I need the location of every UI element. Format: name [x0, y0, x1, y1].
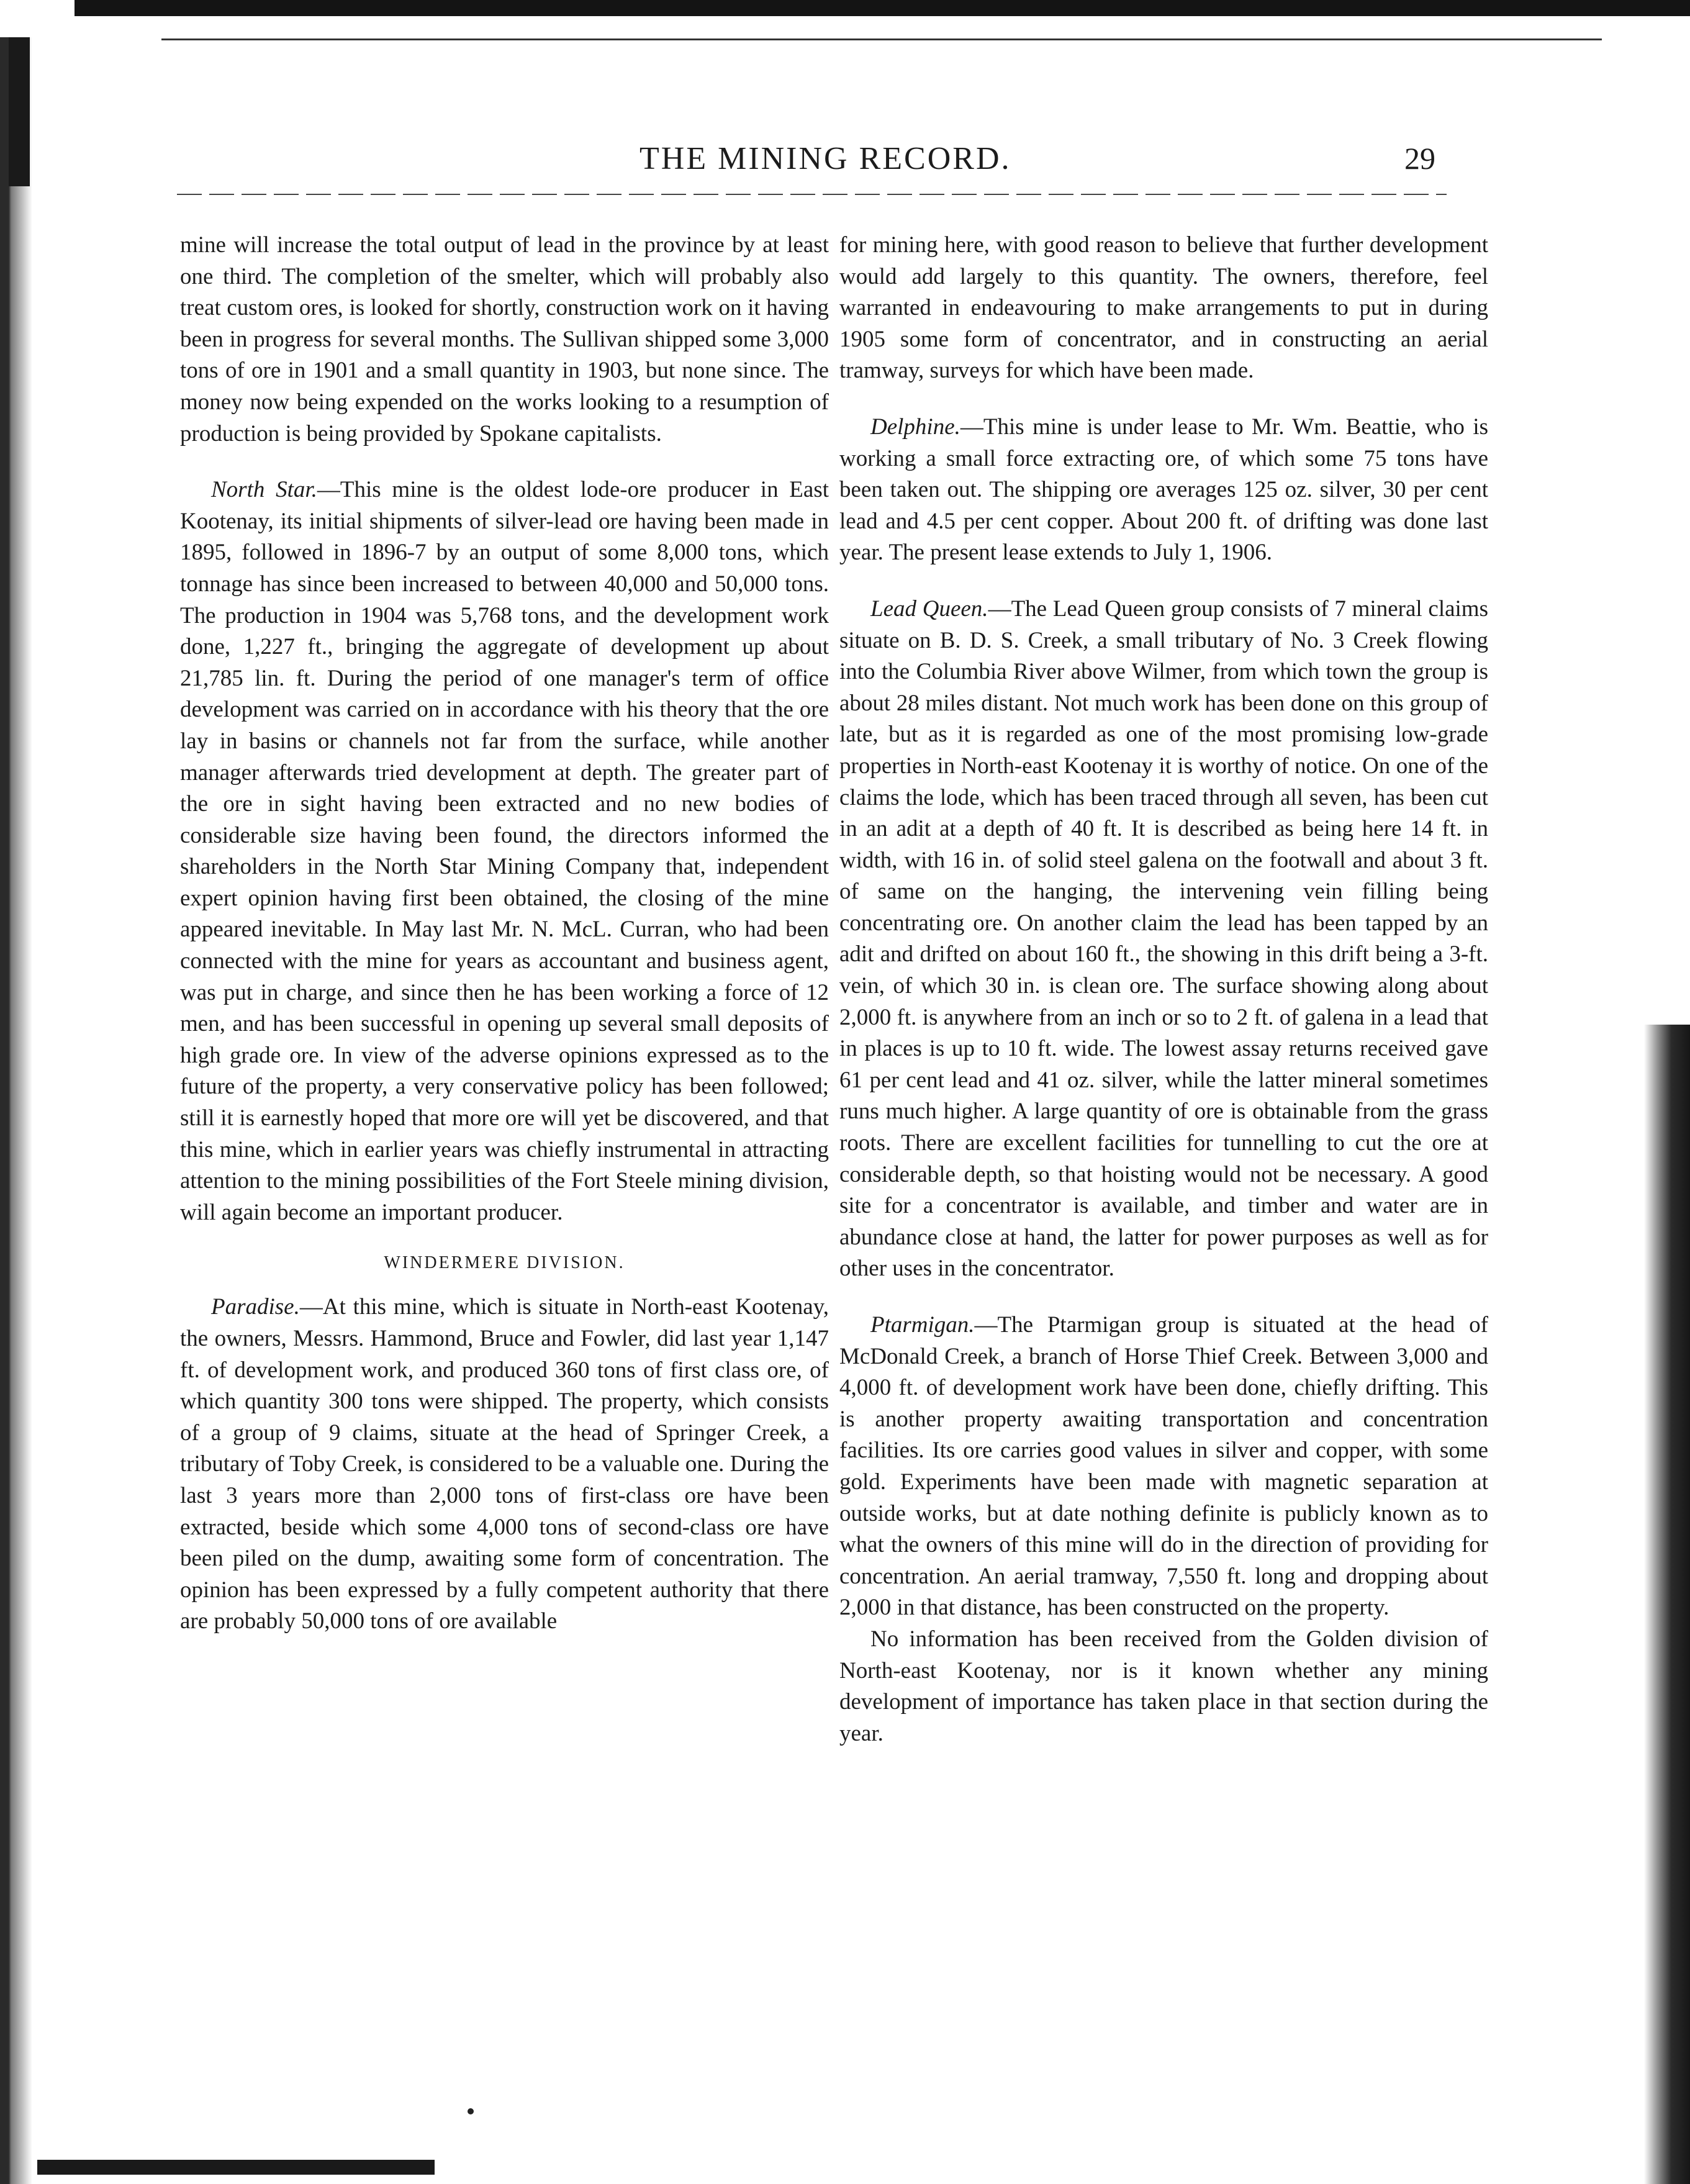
north-star-text: —This mine is the oldest lode-ore producer in East Kootenay, its initial shipments of silver-lead ore having been made in 1895, followed in 1896-7 by an output of some 8,000 tons, which tonnage has since been increased to between 40,000 and 50,000 tons. The production in 1904 was 5,768 tons, and the development work done, 1,227 ft., bringing the aggregate of development up about 21,785 lin. ft. During the period of one manager's term of office development was carried on in accordance with his theory that the ore lay in basins or channels not far from the surface, while another manager afterwards tried development at depth. The greater part of the ore in sight having been extracted and no new bodies of considerable size having been found, the directors informed the shareholders in the North Star Mining Company that, independent expert opinion having first been obtained, the closing of the mine appeared inevitable. In May last Mr. N. McL. Curran, who had been connected with the mine for years as accountant and business agent, was put in charge, and since then he has been working a force of 12 men, and has been successful in opening up several small deposits of high grade ore. In view of the adverse opinions expressed as to the future of the property, a very conservative policy has been followed; still it is earnestly hoped that more ore will yet be discovered, and that this mine, which in earlier years was chiefly instrumental in attracting attention to the mining possibilities of the Fort Steele mining division, will again become an important producer.: [180, 477, 829, 1225]
paragraph-sullivan-continued: mine will increase the total output of lead in the province by at least one third. The completion of the smelter, which will probably also treat custom ores, is looked for shortly, construction work on it having been in progress for several months. The Sullivan shipped some 3,000 tons of ore in 1901 and a small quantity in 1903, but none since. The money now being expended on the works looking to a resumption of production is being provided by Spokane capitalists.: [180, 232, 829, 446]
header-rule: [177, 194, 1447, 195]
paradise-lead: Paradise.: [211, 1294, 300, 1320]
journal-title: THE MINING RECORD.: [639, 141, 1011, 176]
paragraph-north-star: [180, 474, 829, 1228]
delphine-text: —This mine is under lease to Mr. Wm. Beattie, who is working a small force extracting ore, of which some 75 tons have been taken out. The shipping ore averages 125 oz. silver, 30 per cent lead and 4.5 per cent copper. About 200 ft. of drifting was done last year. The present lease extends to July 1, 1906.: [839, 414, 1488, 566]
ptarmigan-lead: Ptarmigan.: [870, 1312, 975, 1338]
paragraph-paradise: [180, 1292, 829, 1638]
paragraph-delphine: [839, 412, 1488, 569]
scan-top-line: [161, 39, 1602, 40]
page-number: 29: [1404, 141, 1435, 176]
right-column: [839, 230, 1488, 1749]
north-star-lead: North Star.: [211, 477, 317, 503]
scan-bottom-border: [37, 2160, 435, 2175]
paragraph-lead-queen: [839, 594, 1488, 1285]
scan-right-edge: [1644, 1025, 1690, 2184]
running-head: [0, 135, 1690, 185]
lead-queen-text: —The Lead Queen group consists of 7 mineral claims situate on B. D. S. Creek, a small tributary of No. 3 Creek flowing into the Columbia River above Wilmer, from which town the group is about 28 miles distant. Not much work has been done on this group of late, but as it is regarded as one of the most promising low-grade properties in North-east Kootenay it is worthy of notice. On one of the claims the lode, which has been traced through all seven, has been cut in an adit at a depth of 40 ft. It is described as being here 14 ft. in width, with 16 in. of solid steel galena on the footwall and about 3 ft. of same on the hanging, the intervening vein filling being concentrating ore. On another claim the lead has been tapped by an adit and drifted on about 160 ft., the showing in this drift being a 3-ft. vein, of which 30 in. is clean ore. The surface showing along about 2,000 ft. is anywhere from an inch or so to 2 ft. of galena in a lead that in places is up to 10 ft. wide. The lowest assay returns received gave 61 per cent lead and 41 oz. silver, while the latter mineral sometimes runs much higher. A large quantity of ore is obtainable from the grass roots. There are excellent facilities for tunnelling to cut the ore at considerable depth, so that hoisting would not be necessary. A good site for a concentrator is available, and timber and water are in abundance close at hand, the latter for power purposes as well as for other uses in the concentrator.: [839, 596, 1488, 1282]
delphine-lead: Delphine.: [870, 414, 960, 440]
paragraph-ptarmigan: [839, 1310, 1488, 1624]
page-dot: [468, 2108, 474, 2114]
paragraph-paradise-continued: for mining here, with good reason to believe that further development would add largely to this quantity. The owners, therefore, feel warranted in endeavouring to make arrangements to put in during 1905 some form of concentrator, and in constructing an aerial tramway, surveys for which have been made.: [839, 232, 1488, 384]
left-column: [180, 230, 829, 1638]
lead-queen-lead: Lead Queen.: [870, 596, 988, 622]
paradise-text: —At this mine, which is situate in North-east Kootenay, the owners, Messrs. Hammond, Bruce and Fowler, did last year 1,147 ft. of development work, and produced 360 tons of first class ore, of which quantity 300 tons were shipped. The property, which consists of a group of 9 claims, situate at the head of Springer Creek, a tributary of Toby Creek, is considered to be a valuable one. During the last 3 years more than 2,000 tons of first-class ore have been extracted, beside which some 4,000 tons of second-class ore have been piled on the dump, awaiting some form of concentration. The opinion has been expressed by a fully competent authority that there are probably 50,000 tons of ore available: [180, 1294, 829, 1634]
scan-left-edge: [0, 37, 32, 2184]
section-heading-windermere: WINDERMERE DIVISION.: [384, 1253, 625, 1273]
ptarmigan-text: —The Ptarmigan group is situated at the head of McDonald Creek, a branch of Horse Thief Creek. Between 3,000 and 4,000 ft. of development work have been done, chiefly drifting. This is another property awaiting transportation and concentration facilities. Its ore carries good values in silver and copper, with some gold. Experiments have been made with magnetic separation at outside works, but at date nothing definite is publicly known as to what the owners of this mine will do in the direction of providing for concentration. An aerial tramway, 7,550 ft. long and dropping about 2,000 in that distance, has been constructed on the property.: [839, 1312, 1488, 1621]
paragraph-golden-division: No information has been received from the Golden division of North-east Kootenay, nor is it known whether any mining development of importance has taken place in that section during the year.: [839, 1626, 1488, 1746]
scan-top-border: [75, 0, 1690, 16]
